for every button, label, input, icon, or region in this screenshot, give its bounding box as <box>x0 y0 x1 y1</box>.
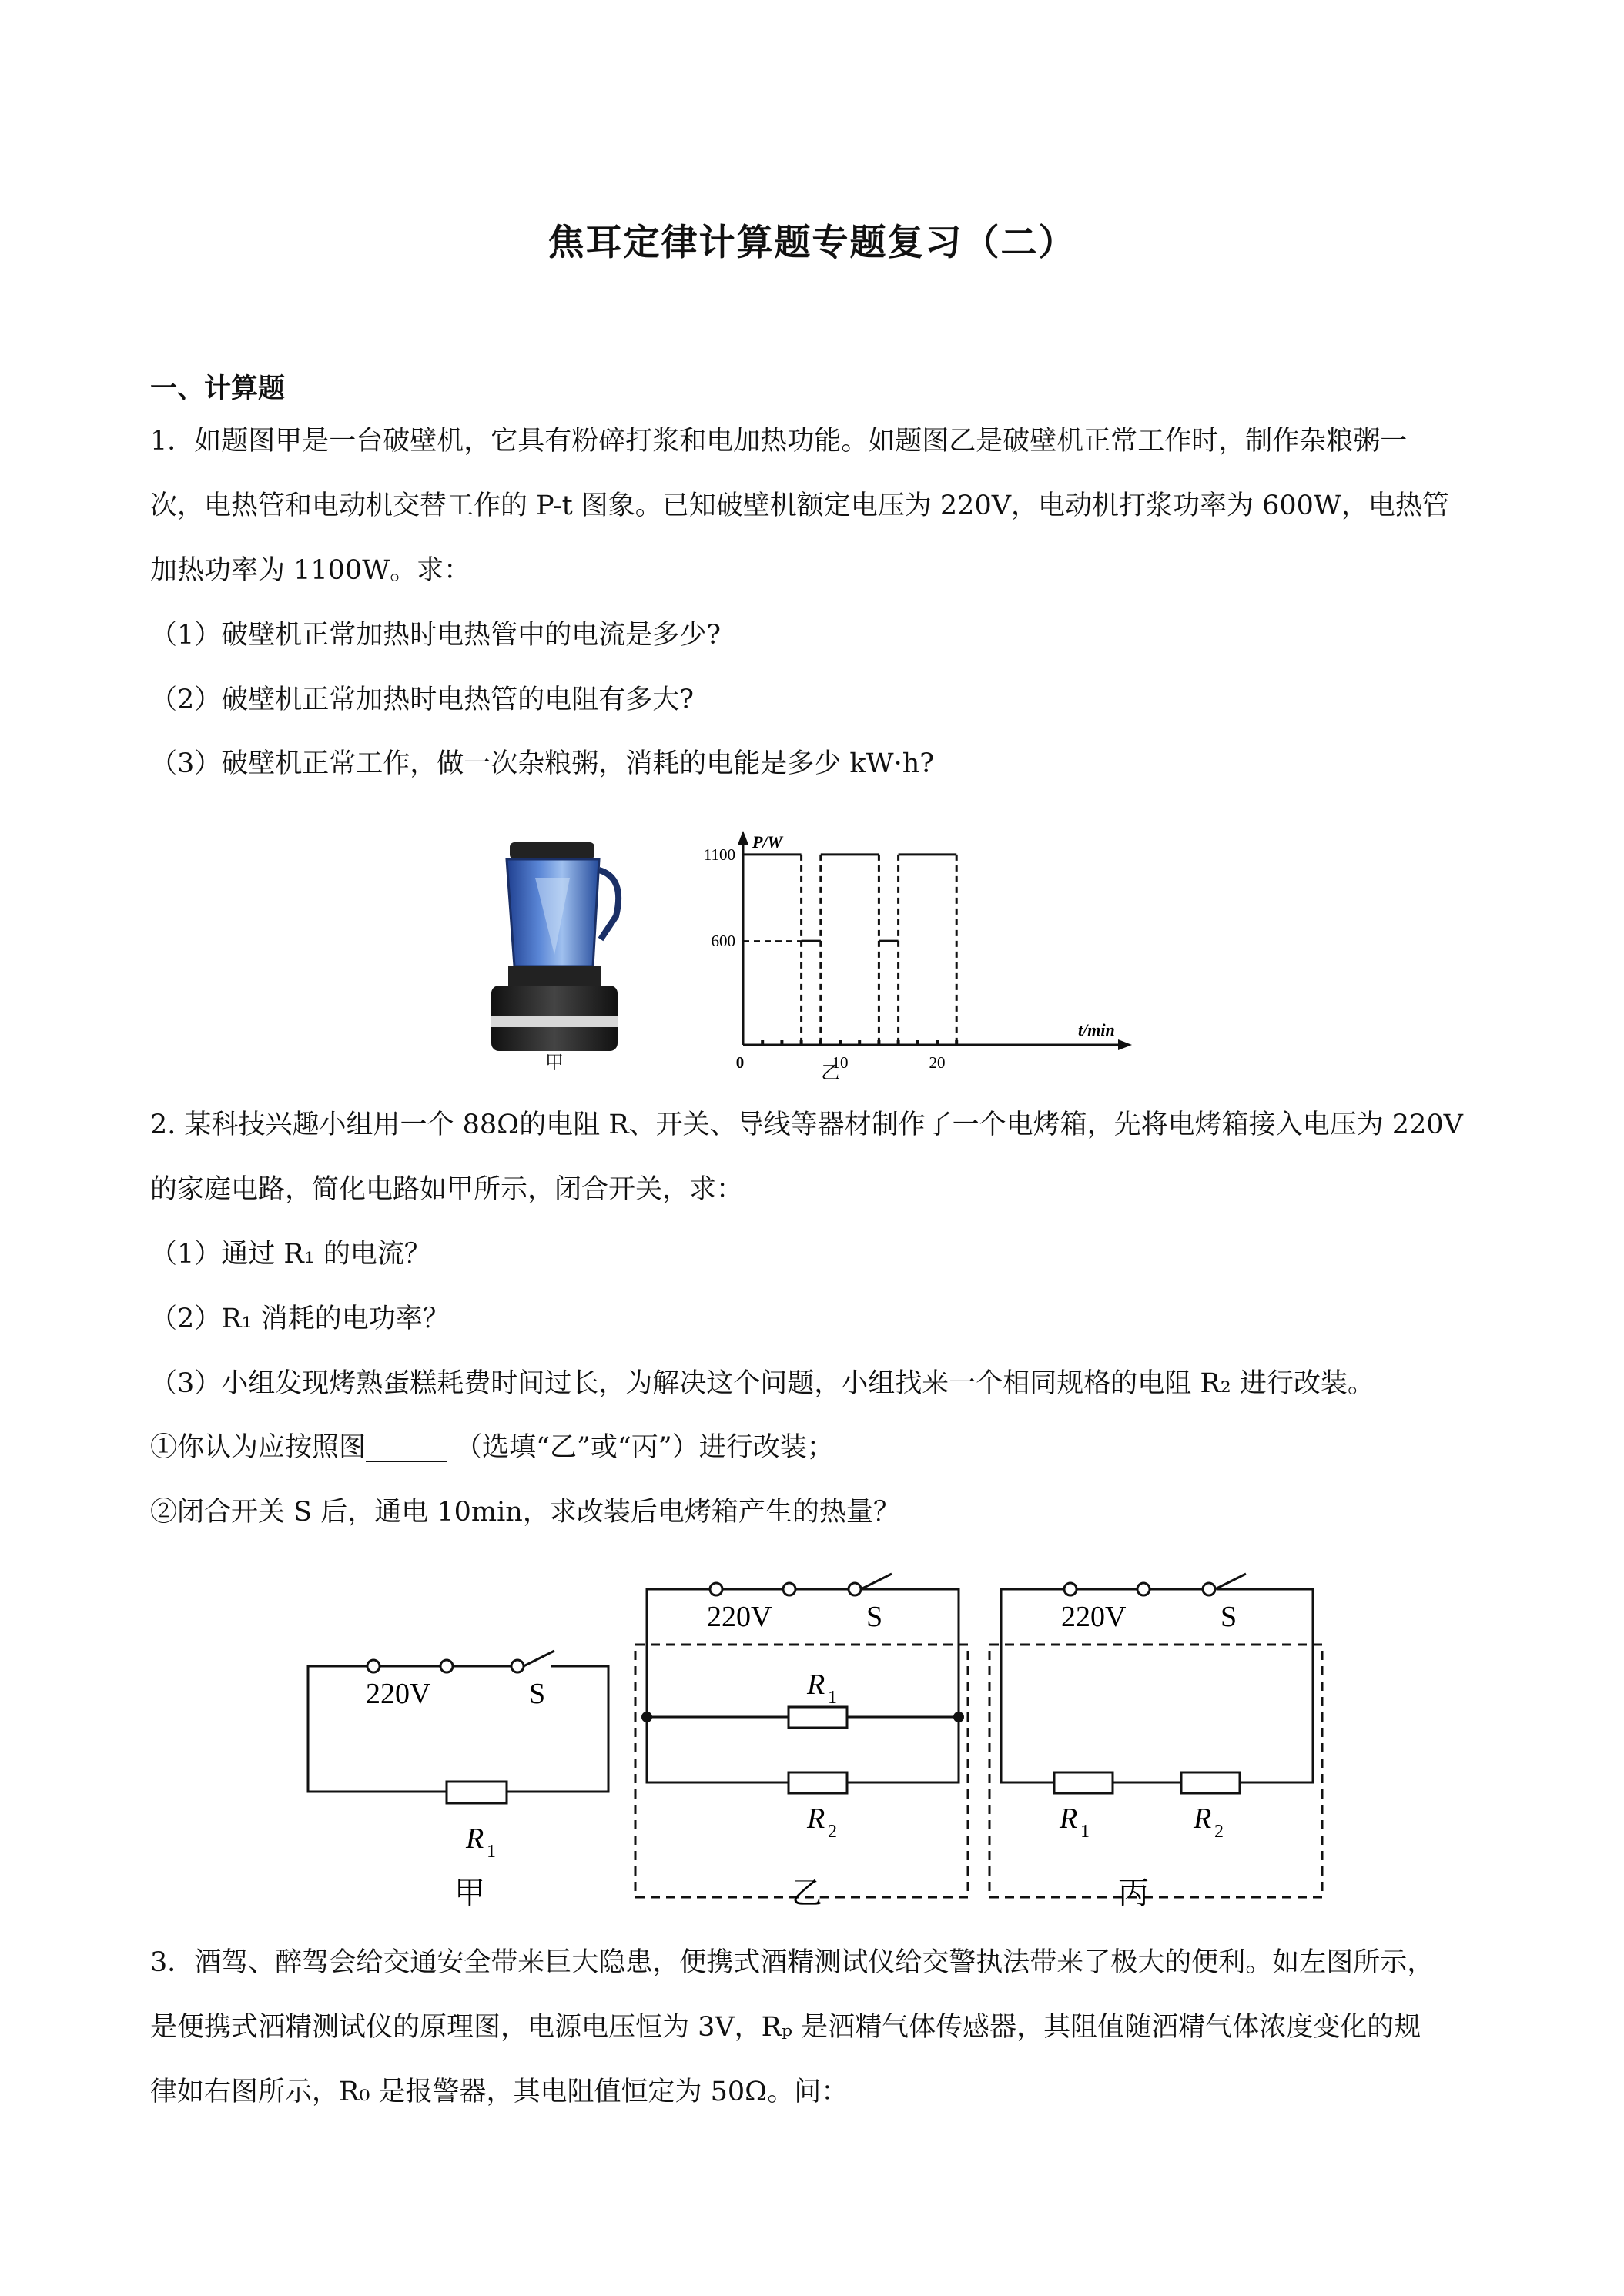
resistor-r1 <box>789 1707 847 1728</box>
fig-label-yi: 乙 <box>821 1063 840 1082</box>
y-tick-label-1100: 1100 <box>703 845 735 864</box>
q1-subquestion-3: （3）破壁机正常工作，做一次杂粮粥，消耗的电能是多少 kW·h? <box>150 748 935 779</box>
x-tick-label-20: 20 <box>929 1053 946 1072</box>
blender-handle <box>599 870 618 939</box>
r2-label: R <box>807 1802 825 1835</box>
fig-label-jia: 甲 <box>545 1053 564 1070</box>
q3-text-line-2: 是便携式酒精测试仪的原理图，电源电压恒为 3V，Rₚ 是酒精气体传感器，其阻值随酒精气体浓度变化的规 <box>150 2012 1421 2043</box>
junction-node <box>641 1712 652 1722</box>
x-tick-mark <box>897 1040 900 1044</box>
q1-text-line-3: 加热功率为 1100W。求： <box>150 555 471 586</box>
blender-base-top <box>508 966 601 986</box>
dashed-box <box>989 1645 1322 1897</box>
q2-text-line-1: 2. 某科技兴趣小组用一个 88Ω的电阻 R、开关、导线等器材制作了一个电烤箱，先将电烤箱接入电压为 220V <box>150 1110 1463 1140</box>
y-axis-label: P/W <box>752 832 783 852</box>
x-tick-mark <box>858 1040 861 1044</box>
voltage-label: 220V <box>707 1601 772 1633</box>
y-axis-arrow <box>738 831 748 845</box>
r1-subscript: 1 <box>1080 1822 1090 1842</box>
q2-subquestion-1: （1）通过 R₁ 的电流？ <box>150 1239 431 1270</box>
blender-lid <box>510 842 594 859</box>
q1-text-line-1: 1．如题图甲是一台破壁机，它具有粉碎打浆和电加热功能。如题图乙是破壁机正常工作时，制作杂粮粥一 <box>150 426 1408 457</box>
x-axis-arrow <box>1118 1039 1132 1050</box>
x-tick-mark <box>916 1040 919 1044</box>
switch-blade <box>524 1651 554 1666</box>
dashed-box <box>635 1645 968 1897</box>
x-tick-mark <box>955 1040 958 1044</box>
switch-label: S <box>866 1601 883 1633</box>
x-tick-mark <box>800 1040 803 1044</box>
fig-label-jia: 甲 <box>454 1876 485 1910</box>
switch-pivot <box>511 1660 524 1672</box>
x-tick-mark <box>877 1040 880 1044</box>
q1-subquestion-2: （2）破壁机正常加热时电热管的电阻有多大? <box>150 684 695 715</box>
q2-subquestion-3: （3）小组发现烤熟蛋糕耗费时间过长，为解决这个问题，小组找来一个相同规格的电阻 R₂ 进行改装。 <box>150 1368 1375 1399</box>
r1-label: R <box>807 1668 825 1701</box>
terminal <box>440 1660 453 1672</box>
r1-label: R <box>466 1822 484 1855</box>
r1-subscript: 1 <box>487 1842 496 1862</box>
x-tick-label-10: 10 <box>832 1053 849 1072</box>
switch-label: S <box>529 1678 546 1710</box>
x-tick-mark <box>761 1040 764 1044</box>
q2-subquestion-2: （2）R₁ 消耗的电功率？ <box>150 1304 450 1334</box>
q3-text-line-1: 3．酒驾、醉驾会给交通安全带来巨大隐患，便携式酒精测试仪给交警执法带来了极大的便利。如左图所示， <box>150 1947 1435 1978</box>
q2-subquestion-5: ②闭合开关 S 后，通电 10min，求改装后电烤箱产生的热量？ <box>150 1497 900 1528</box>
x-tick-mark <box>819 1040 822 1044</box>
fig-label-bing: 丙 <box>1118 1876 1149 1910</box>
x-axis-label: t/min <box>1078 1020 1115 1039</box>
x-tick-mark <box>780 1040 783 1044</box>
voltage-label: 220V <box>366 1678 431 1710</box>
y-tick-label-600: 600 <box>711 932 735 951</box>
r2-label: R <box>1194 1802 1212 1835</box>
x-tick-label-0: 0 <box>735 1053 745 1072</box>
page-title: 焦耳定律计算题专题复习（二） <box>547 222 1077 264</box>
circuit-jia <box>293 1632 631 1917</box>
fig-label-yi: 乙 <box>792 1876 822 1910</box>
blender-image <box>477 832 631 1070</box>
junction-node <box>953 1712 964 1722</box>
x-tick-mark <box>936 1040 939 1044</box>
switch-label: S <box>1221 1601 1237 1633</box>
terminal <box>367 1660 380 1672</box>
resistor-r1 <box>447 1782 507 1803</box>
resistor-r2 <box>1181 1772 1240 1793</box>
voltage-label: 220V <box>1061 1601 1127 1633</box>
blender-base-stripe <box>491 1016 618 1027</box>
r1-subscript: 1 <box>828 1688 837 1708</box>
x-tick-mark <box>839 1040 842 1044</box>
pt-chart <box>678 828 1155 1082</box>
q1-subquestion-1: （1）破壁机正常加热时电热管中的电流是多少? <box>150 620 722 651</box>
q2-text-line-2: 的家庭电路，简化电路如甲所示，闭合开关，求： <box>150 1174 744 1205</box>
r2-subscript: 2 <box>828 1822 837 1842</box>
circuit-bing <box>986 1571 1340 1917</box>
circuit-yi <box>631 1571 986 1917</box>
resistor-r1 <box>1054 1772 1113 1793</box>
q2-subquestion-4: ①你认为应按照图______ （选填“乙”或“丙”）进行改装； <box>150 1432 834 1463</box>
q3-text-line-3: 律如右图所示，R₀ 是报警器，其电阻值恒定为 50Ω。问： <box>150 2077 849 2107</box>
switch-blade <box>1215 1574 1246 1589</box>
resistor-r2 <box>789 1772 847 1793</box>
r1-label: R <box>1060 1802 1078 1835</box>
section-heading: 一、计算题 <box>150 373 286 404</box>
r2-subscript: 2 <box>1214 1822 1224 1842</box>
switch-blade <box>861 1574 892 1589</box>
q1-text-line-2: 次，电热管和电动机交替工作的 P-t 图象。已知破壁机额定电压为 220V，电动机打浆功率为 600W，电热管 <box>150 490 1449 521</box>
